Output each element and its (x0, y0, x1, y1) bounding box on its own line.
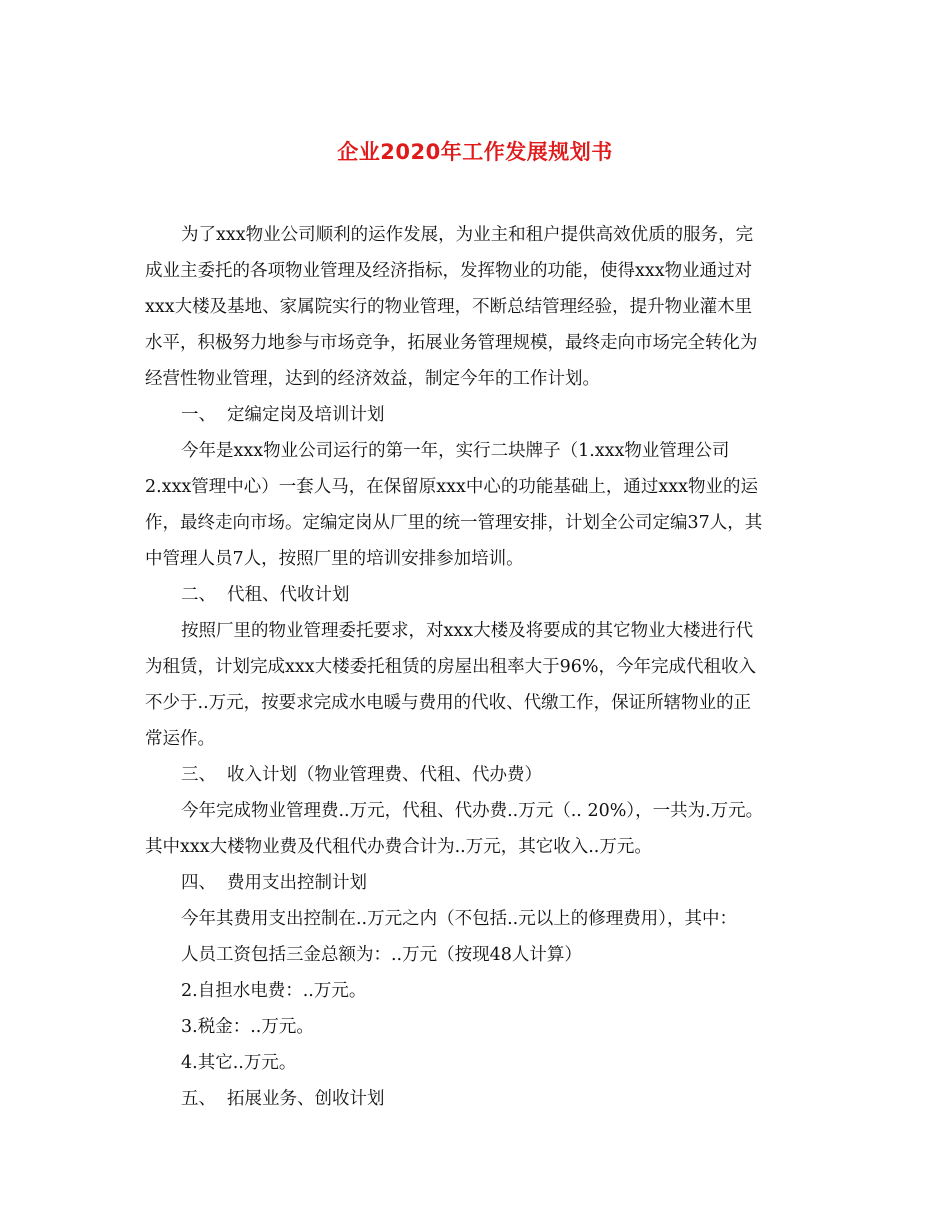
body-line: 为了xxx物业公司顺利的运作发展，为业主和租户提供高效优质的服务，完 (181, 225, 754, 245)
body-line: 不少于..万元，按要求完成水电暖与费用的代收、代缴工作，保证所辖物业的正 (145, 693, 752, 713)
section-number: 二、 (181, 585, 216, 605)
section-title: 定编定岗及培训计划 (227, 405, 385, 425)
section-title: 费用支出控制计划 (227, 873, 367, 893)
section-number: 五、 (181, 1089, 216, 1109)
section-title: 代租、代收计划 (227, 585, 350, 605)
section-title: 收入计划（物业管理费、代租、代办费） (227, 765, 542, 785)
body-line: 2.自担水电费：..万元。 (181, 981, 367, 1001)
section-heading-5 (181, 1087, 385, 1111)
section-number: 三、 (181, 765, 216, 785)
body-line: 中管理人员7人，按照厂里的培训安排参加培训。 (145, 549, 524, 569)
body-line: 水平，积极努力地参与市场竞争，拓展业务管理规模，最终走向市场完全转化为 (145, 333, 758, 353)
body-line: 其中xxx大楼物业费及代租代办费合计为..万元，其它收入..万元。 (145, 837, 652, 857)
section-number: 四、 (181, 873, 216, 893)
section-title: 拓展业务、创收计划 (227, 1089, 385, 1109)
body-line: 3.税金：..万元。 (181, 1017, 314, 1037)
body-line: 今年其费用支出控制在..万元之内（不包括..元以上的修理费用），其中： (181, 909, 737, 929)
body-line: 为租赁，计划完成xxx大楼委托租赁的房屋出租率大于96%，今年完成代租收入 (145, 657, 757, 677)
section-heading-1 (181, 403, 385, 427)
body-line: 经营性物业管理，达到的经济效益，制定今年的工作计划。 (145, 369, 600, 389)
body-line: 常运作。 (145, 729, 215, 749)
body-line: 成业主委托的各项物业管理及经济指标，发挥物业的功能，使得xxx物业通过对 (145, 261, 753, 281)
section-heading-4 (181, 871, 367, 895)
body-line: 今年是xxx物业公司运行的第一年，实行二块牌子（1.xxx物业管理公司 (181, 441, 730, 461)
body-line: 4.其它..万元。 (181, 1053, 297, 1073)
body-line: 2.xxx管理中心）一套人马，在保留原xxx中心的功能基础上，通过xxx物业的运 (145, 477, 759, 497)
body-line: 今年完成物业管理费..万元，代租、代办费..万元（.. 20%），一共为.万元。 (181, 801, 764, 821)
section-heading-2 (181, 583, 350, 607)
section-number: 一、 (181, 405, 216, 425)
body-line: 人员工资包括三金总额为：..万元（按现48人计算） (181, 945, 582, 965)
body-line: 作，最终走向市场。定编定岗从厂里的统一管理安排，计划全公司定编37人，其 (145, 513, 763, 533)
section-heading-3 (181, 763, 542, 787)
body-line: 按照厂里的物业管理委托要求，对xxx大楼及将要成的其它物业大楼进行代 (181, 621, 754, 641)
body-line: xxx大楼及基地、家属院实行的物业管理，不断总结管理经验，提升物业灌木里 (145, 297, 753, 317)
document-title: 企业2020年工作发展规划书 (337, 140, 613, 164)
